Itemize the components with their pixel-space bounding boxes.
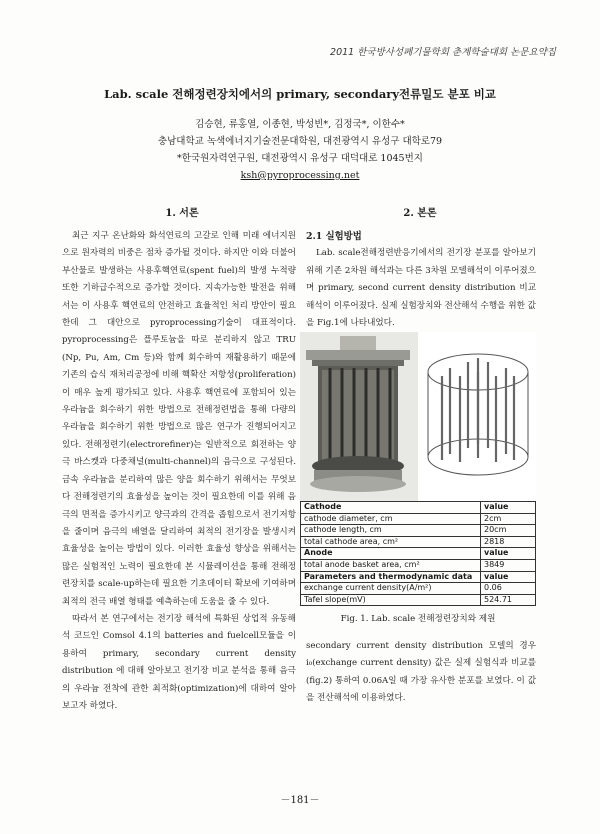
table-row bbox=[301, 559, 536, 571]
electrode-model bbox=[420, 332, 536, 502]
affiliation-2: *한국원자력연구원, 대전광역시 유성구 대덕대로 1045번지 bbox=[177, 153, 423, 164]
page-number: －181－ bbox=[280, 795, 320, 806]
paper-title: Lab. scale 전해정련장치에서의 primary, secondary전류밀도 분포 비교 bbox=[104, 87, 496, 101]
table-cell-label: cathode diameter, cm bbox=[301, 513, 481, 525]
figure-1-images bbox=[300, 332, 536, 502]
table-cell-label: Parameters and thermodynamic data bbox=[301, 571, 481, 583]
table-cell-value: 524.71 bbox=[481, 594, 536, 606]
table-cell-label: Tafel slope(mV) bbox=[301, 594, 481, 606]
intro-column bbox=[62, 228, 296, 715]
table-cell-label: total anode basket area, cm² bbox=[301, 559, 481, 571]
body-paragraph-2: secondary current density distribution 모델의 경우 i₀(exchange current density) 값은 실제 실험식과 비교를(fig.2) 통하여 0.06A일 때 가장 유사한 분포를 보였다. 이 값을 전산해석에 이용하였다. bbox=[306, 641, 536, 704]
table-cell-label: cathode length, cm bbox=[301, 525, 481, 537]
table-cell-value: 20cm bbox=[481, 525, 536, 537]
table-cell-label: total cathode area, cm² bbox=[301, 536, 481, 548]
body-section-title: 2. 본론 bbox=[403, 208, 437, 219]
table-cell-label: Anode bbox=[301, 548, 481, 560]
affiliation-1: 충남대학교 녹색에너지기술전문대학원, 대전광역시 유성구 대학로79 bbox=[157, 136, 443, 147]
table-cell-value: 2818 bbox=[481, 536, 536, 548]
table-cell-value: 2cm bbox=[481, 513, 536, 525]
table-row bbox=[301, 525, 536, 537]
table-cell-label: Cathode bbox=[301, 502, 481, 514]
table-row bbox=[301, 548, 536, 560]
body-paragraph-1: Lab. scale전해정련반응기에서의 전기장 분포를 알아보기 위해 기존 2차원 해석과는 다른 3차원 모델해석이 이루어졌으며 primary, second current density distribution 비교 해석이 이루어졌다. 실제 실험장치와 전산해석 수행을 위한 값을 Fig.1에 나타내었다. bbox=[306, 248, 536, 329]
proceedings-header: 2011 한국방사성폐기물학회 춘계학술대회 논문요약집 bbox=[330, 47, 556, 58]
author-email: ksh@pyroprocessing.net bbox=[240, 170, 360, 181]
table-cell-value: 3849 bbox=[481, 559, 536, 571]
figure-1-caption: Fig. 1. Lab. scale 전해정련장치와 제원 bbox=[340, 614, 496, 624]
author-block bbox=[0, 116, 600, 184]
table-row bbox=[301, 594, 536, 606]
parameter-table bbox=[300, 501, 536, 606]
intro-paragraph-1: 최근 지구 온난화와 화석연료의 고갈로 인해 미래 에너지원으로 원자력의 비중은 점차 증가될 것이다. 하지만 이와 더불어 부산물로 발생하는 사용후핵연료(spent fuel)의 발생 누적량 또한 기하급수적으로 증가할 것이다. 지속가능한 발전을 위해서는 이 사용후 핵연료의 안전하고 효율적인 처리 방안이 필요한데 그 대안으로 pyroprocessing기술이 대표적이다. pyroprocessing은 플루토늄을 따로 분리하지 않고 TRU (Np, Pu, Am, Cm 등)와 함께 회수하여 재활용하기 때문에 기존의 습식 재처리공정에 비해 핵확산 저항성(proliferation)이 매우 높게 평가되고 있다. 사용후 핵연료에 포함되어 있는 우라늄을 회수하기 위한 방법으로 전해정련법을 통해 다량의 우라늄을 회수하기 위한 방법으로 많은 연구가 진행되어지고 있다. 전해정련기(electrorefiner)는 일반적으로 회전하는 양극 바스켓과 다중채널(multi-channel)의 음극으로 구성된다. 금속 우라늄을 분리하여 많은 양을 회수하기 위해서는 무엇보다 전해정련기의 효율성을 높이는 것이 필요한데 이를 위해 음극의 면적을 증가시키고 양극과의 간격을 좁힘으로서 전기저항을 줄이며 음극의 배열을 달리하여 최적의 전기장을 발생시켜 효율성을 높이는 방법이 있다. 이러한 효율성 향상을 위해서는 많은 실험적인 노력이 필요한데 본 시뮬레이션을 통해 전해정련장치를 scale-up하는데 필요한 기초데이터 확보에 기여하며 최적의 전극 배열 형태를 예측하는데 도움을 줄 수 있다. bbox=[62, 231, 296, 607]
table-row bbox=[301, 583, 536, 595]
subsection-heading: 2.1 실험방법 bbox=[306, 231, 362, 242]
apparatus-illustration bbox=[300, 332, 536, 502]
author-names: 김승현, 류홍열, 이종현, 박성빈*, 김정국*, 이한수* bbox=[195, 119, 405, 130]
body-column-bottom bbox=[306, 638, 536, 708]
table-cell-value: 0.06 bbox=[481, 583, 536, 595]
table-cell-label: exchange current density(A/m²) bbox=[301, 583, 481, 595]
table-row bbox=[301, 513, 536, 525]
table-cell-value: value bbox=[481, 502, 536, 514]
table-row bbox=[301, 502, 536, 514]
table-cell-value: value bbox=[481, 548, 536, 560]
apparatus-photo bbox=[300, 332, 418, 502]
table-row bbox=[301, 571, 536, 583]
intro-section-title: 1. 서론 bbox=[165, 208, 199, 219]
table-row bbox=[301, 536, 536, 548]
intro-paragraph-2: 따라서 본 연구에서는 전기장 해석에 특화된 상업적 유동해석 코드인 Comsol 4.1의 batteries and fuelcell모듈을 이용하여 primary, secondary current density distribution 에 대해 알아보고 전기장 비교 분석을 통해 음극의 우라늄 전착에 관한 최적화(optimization)에 대하여 알아보고자 하였다. bbox=[62, 613, 296, 711]
table-cell-value: value bbox=[481, 571, 536, 583]
body-column-top bbox=[306, 228, 536, 332]
